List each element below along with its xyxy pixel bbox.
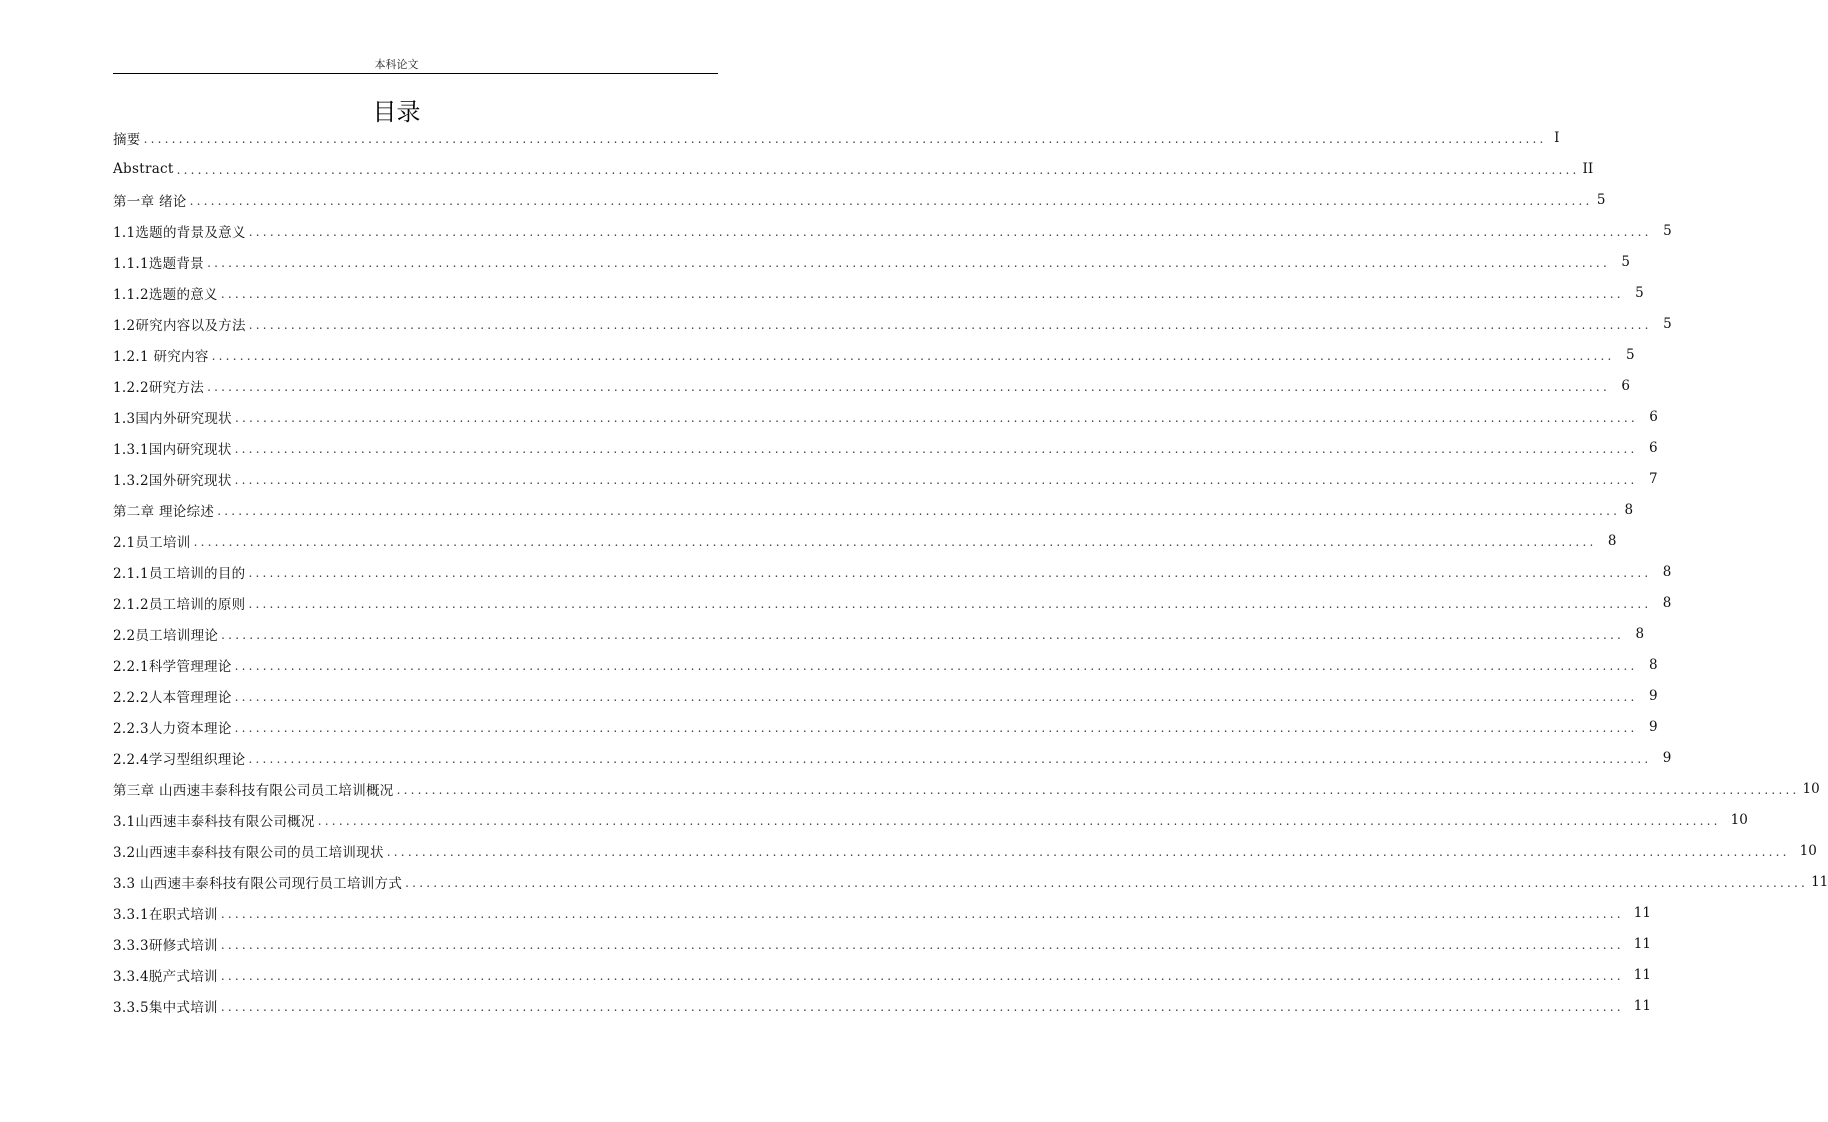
toc-entry[interactable]	[113, 246, 1630, 277]
toc-entry[interactable]	[113, 897, 1651, 928]
toc-entry-label: 2.1.1员工培训的目的	[113, 565, 246, 582]
toc-entry-page: 8	[1624, 501, 1634, 518]
toc-entry-label: 1.3.2国外研究现状	[113, 472, 232, 489]
toc-dot-leader: ........................................................................................................................................................................................................	[143, 131, 1547, 146]
toc-entry-page: II	[1582, 160, 1594, 177]
toc-dot-leader: ........................................................................................................................................................................................................	[211, 348, 1615, 363]
toc-entry[interactable]	[113, 835, 1817, 866]
toc-dot-leader: ........................................................................................................................................................................................................	[248, 596, 1652, 611]
toc-entry[interactable]	[113, 680, 1658, 711]
toc-dot-leader: ........................................................................................................................................................................................................	[221, 627, 1625, 642]
toc-entry-page: 5	[1663, 315, 1672, 332]
toc-entry-page: 5	[1621, 253, 1630, 270]
toc-dot-leader: ........................................................................................................................................................................................................	[234, 410, 1638, 425]
toc-dot-leader: ........................................................................................................................................................................................................	[248, 565, 1652, 580]
toc-entry-label: 2.2.2人本管理理论	[113, 689, 232, 706]
page-title: 目录	[372, 98, 421, 126]
toc-entry-label: 1.1选题的背景及意义	[113, 224, 246, 241]
toc-dot-leader: ........................................................................................................................................................................................................	[396, 782, 1800, 797]
toc-entry-page: I	[1554, 129, 1560, 146]
toc-entry-page: 9	[1648, 687, 1658, 704]
toc-entry-label: 2.2.3人力资本理论	[113, 720, 232, 737]
toc-entry[interactable]	[113, 618, 1645, 649]
toc-dot-leader: ........................................................................................................................................................................................................	[234, 689, 1638, 704]
toc-dot-leader: ........................................................................................................................................................................................................	[193, 534, 1597, 549]
toc-entry-label: 2.1员工培训	[113, 534, 191, 551]
toc-entry-page: 5	[1663, 222, 1672, 239]
toc-entry-page: 8	[1662, 563, 1672, 580]
toc-entry-page: 10	[1802, 780, 1820, 797]
header-divider	[113, 73, 718, 74]
toc-entry[interactable]	[113, 153, 1594, 184]
toc-dot-leader: ........................................................................................................................................................................................................	[189, 193, 1593, 208]
toc-entry-page: 6	[1649, 408, 1658, 425]
toc-dot-leader: ........................................................................................................................................................................................................	[248, 751, 1652, 766]
toc-dot-leader: ........................................................................................................................................................................................................	[220, 999, 1624, 1014]
toc-entry-label: 3.3.5集中式培训	[113, 999, 218, 1016]
toc-entry-page: 9	[1648, 718, 1658, 735]
toc-entry-label: 第一章 绪论	[113, 193, 187, 210]
toc-entry-page: 5	[1596, 191, 1606, 208]
toc-dot-leader: ........................................................................................................................................................................................................	[234, 441, 1638, 456]
toc-dot-leader: ........................................................................................................................................................................................................	[234, 658, 1638, 673]
toc-entry[interactable]	[113, 990, 1651, 1021]
toc-entry[interactable]	[113, 556, 1672, 587]
toc-entry[interactable]	[113, 184, 1606, 215]
toc-entry-page: 5	[1635, 284, 1644, 301]
toc-entry-label: 第二章 理论综述	[113, 503, 215, 520]
toc-entry-label: 3.3 山西速丰泰科技有限公司现行员工培训方式	[113, 875, 403, 892]
toc-entry-page: 8	[1662, 594, 1672, 611]
toc-entry[interactable]	[113, 649, 1658, 680]
toc-entry-label: 1.3国内外研究现状	[113, 410, 232, 427]
toc-entry-label: 2.1.2员工培训的原则	[113, 596, 246, 613]
toc-entry[interactable]	[113, 587, 1672, 618]
toc-entry-page: 6	[1648, 439, 1658, 456]
toc-entry-page: 6	[1621, 377, 1630, 394]
toc-dot-leader: ........................................................................................................................................................................................................	[248, 317, 1652, 332]
toc-entry[interactable]	[113, 308, 1672, 339]
toc-entry-label: 摘要	[113, 131, 141, 148]
toc-entry-label: 3.3.4脱产式培训	[113, 968, 218, 985]
toc-entry-label: 1.2.1 研究内容	[113, 348, 209, 365]
toc-entry-label: 3.2山西速丰泰科技有限公司的员工培训现状	[113, 844, 384, 861]
toc-dot-leader: ........................................................................................................................................................................................................	[207, 255, 1610, 270]
toc-entry-page: 11	[1633, 966, 1651, 983]
toc-entry[interactable]	[113, 928, 1651, 959]
toc-entry-page: 11	[1811, 873, 1828, 890]
toc-dot-leader: ........................................................................................................................................................................................................	[220, 937, 1624, 952]
toc-dot-leader: ........................................................................................................................................................................................................	[317, 813, 1721, 828]
toc-entry-page: 9	[1662, 749, 1672, 766]
toc-entry[interactable]	[113, 277, 1644, 308]
toc-entry-label: 第三章 山西速丰泰科技有限公司员工培训概况	[113, 782, 394, 799]
toc-entry[interactable]	[113, 525, 1617, 556]
toc-dot-leader: ........................................................................................................................................................................................................	[386, 844, 1790, 859]
toc-entry-page: 7	[1648, 470, 1658, 487]
toc-entry-label: 1.1.2选题的意义	[113, 286, 218, 303]
toc-entry-label: 1.1.1选题背景	[113, 255, 205, 272]
toc-entry-page: 5	[1625, 346, 1635, 363]
toc-entry[interactable]	[113, 711, 1658, 742]
toc-entry[interactable]	[113, 215, 1672, 246]
toc-entry[interactable]	[113, 432, 1658, 463]
toc-entry[interactable]	[113, 804, 1748, 835]
toc-entry[interactable]	[113, 370, 1630, 401]
toc-entry-label: 1.2.2研究方法	[113, 379, 205, 396]
toc-dot-leader: ........................................................................................................................................................................................................	[176, 162, 1580, 177]
toc-entry-label: 1.3.1国内研究现状	[113, 441, 232, 458]
toc-dot-leader: ........................................................................................................................................................................................................	[217, 503, 1621, 518]
toc-dot-leader: ........................................................................................................................................................................................................	[248, 224, 1652, 239]
toc-entry[interactable]	[113, 494, 1634, 525]
toc-dot-leader: ........................................................................................................................................................................................................	[405, 875, 1809, 890]
toc-dot-leader: ........................................................................................................................................................................................................	[207, 379, 1610, 394]
toc-entry[interactable]	[113, 339, 1635, 370]
toc-entry-label: 1.2研究内容以及方法	[113, 317, 246, 334]
toc-dot-leader: ........................................................................................................................................................................................................	[220, 906, 1624, 921]
toc-entry-label: 2.2.4学习型组织理论	[113, 751, 246, 768]
toc-entry-page: 11	[1633, 997, 1651, 1014]
toc-entry[interactable]	[113, 463, 1658, 494]
toc-entry-page: 11	[1633, 904, 1651, 921]
toc-entry-label: 3.3.3研修式培训	[113, 937, 218, 954]
toc-dot-leader: ........................................................................................................................................................................................................	[220, 286, 1624, 301]
toc-entry-label: Abstract	[113, 160, 174, 177]
page-header: 本科论文	[374, 58, 419, 71]
toc-entry-page: 8	[1607, 532, 1617, 549]
toc-dot-leader: ........................................................................................................................................................................................................	[234, 720, 1638, 735]
toc-entry-label: 3.3.1在职式培训	[113, 906, 218, 923]
toc-entry-label: 2.2员工培训理论	[113, 627, 219, 644]
toc-entry-label: 3.1山西速丰泰科技有限公司概况	[113, 813, 315, 830]
toc-entry[interactable]	[113, 959, 1651, 990]
toc-entry[interactable]	[113, 742, 1672, 773]
toc-entry-page: 8	[1648, 656, 1658, 673]
toc-entry-page: 10	[1730, 811, 1748, 828]
toc-entry-page: 10	[1799, 842, 1817, 859]
toc-dot-leader: ........................................................................................................................................................................................................	[234, 472, 1638, 487]
toc-entry[interactable]	[113, 866, 1828, 897]
table-of-contents	[113, 122, 1828, 1021]
toc-entry[interactable]	[113, 401, 1658, 432]
toc-entry-page: 11	[1633, 935, 1651, 952]
toc-entry[interactable]	[113, 122, 1560, 153]
toc-entry-page: 8	[1635, 625, 1645, 642]
toc-entry[interactable]	[113, 773, 1820, 804]
toc-entry-label: 2.2.1科学管理理论	[113, 658, 232, 675]
toc-dot-leader: ........................................................................................................................................................................................................	[220, 968, 1624, 983]
